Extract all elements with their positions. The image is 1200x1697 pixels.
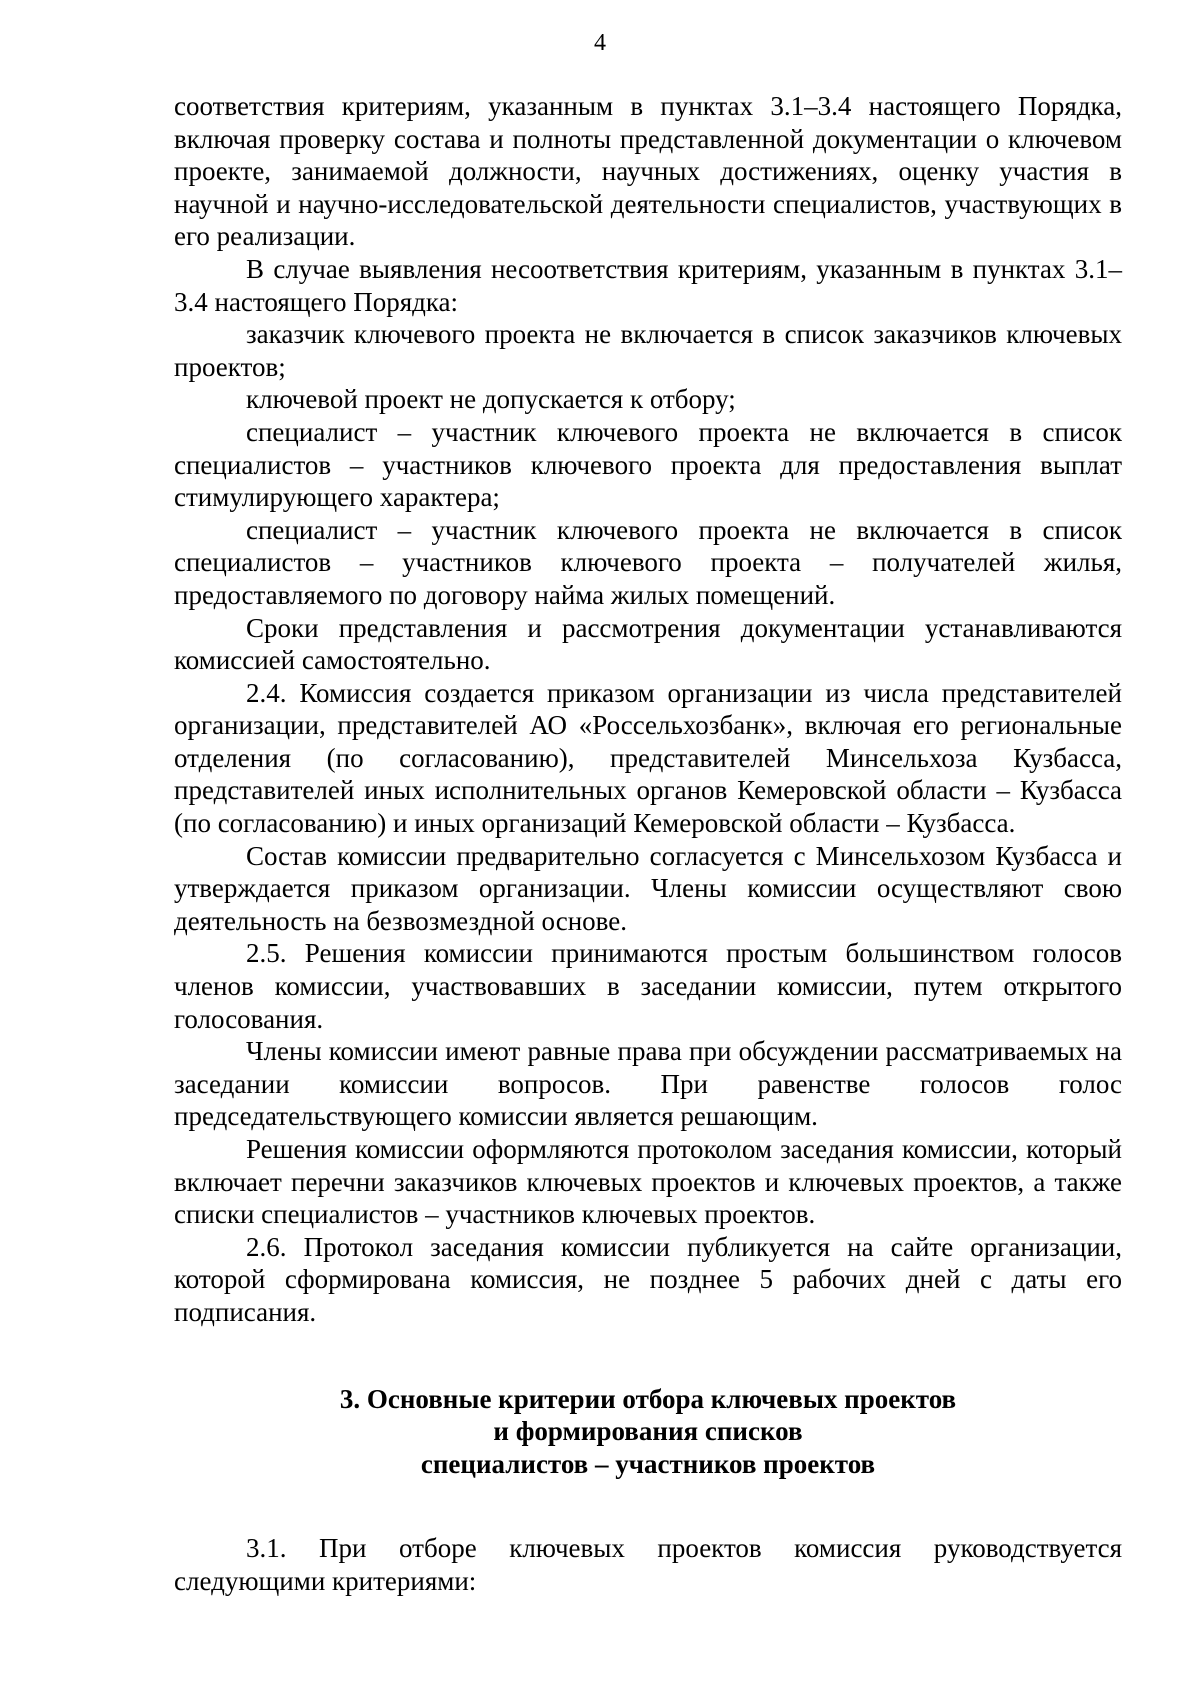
heading-line: специалистов – участников проектов bbox=[420, 1448, 876, 1479]
paragraph: Члены комиссии имеют равные права при обсуждении рассматриваемых на заседании комиссии вопросов. При равенстве голосов голос председательствующего комиссии является решающим. bbox=[174, 1036, 1122, 1132]
paragraph-3-1: 3.1. При отборе ключевых проектов комиссия руководствуется следующими критериями: bbox=[174, 1533, 1122, 1596]
paragraph: специалист – участник ключевого проекта не включается в список специалистов – участников ключевого проекта для предоставления выплат стимулирующего характера; bbox=[174, 416, 1122, 513]
heading-line: и формирования списков bbox=[493, 1416, 803, 1447]
paragraph: Решения комиссии оформляются протоколом заседания комиссии, который включает перечни заказчиков ключевых проектов и ключевых проектов, а также списки специалистов – участников ключевых проектов. bbox=[174, 1134, 1122, 1230]
paragraph: специалист – участник ключевого проекта не включается в список специалистов – участников ключевого проекта – получателей жилья, предоставляемого по договору найма жилых помещений. bbox=[174, 514, 1122, 610]
paragraph: соответствия критериям, указанным в пунктах 3.1–3.4 настоящего Порядка, включая проверку состава и полноты представленной документации о ключевом проекте, занимаемой должности, научных достижениях, оценку участия в научной и научно-исследовательской деятельности специалистов, участвующих в его реализации. bbox=[174, 91, 1122, 252]
document-body bbox=[174, 90, 1122, 1598]
paragraph: Состав комиссии предварительно согласуется с Минсельхозом Кузбасса и утверждается приказом организации. Члены комиссии осуществляют свою деятельность на безвозмездной основе. bbox=[174, 840, 1122, 936]
paragraph-2-5: 2.5. Решения комиссии принимаются простым большинством голосов членов комиссии, участвовавших в заседании комиссии, путем открытого голосования. bbox=[174, 938, 1122, 1034]
paragraph-2-6: 2.6. Протокол заседания комиссии публикуется на сайте организации, которой сформирована комиссия, не позднее 5 рабочих дней с даты его подписания. bbox=[174, 1231, 1122, 1327]
paragraph-2-4: 2.4. Комиссия создается приказом организации из числа представителей организации, представителей АО «Россельхозбанк», включая его региональные отделения (по согласованию), представителей Минсельхоза Кузбасса, представителей иных исполнительных органов Кемеровской области – Кузбасса (по согласованию) и иных организаций Кемеровской области – Кузбасса. bbox=[174, 677, 1122, 839]
page-number: 4 bbox=[594, 30, 606, 56]
paragraph: заказчик ключевого проекта не включается в список заказчиков ключевых проектов; bbox=[174, 319, 1122, 382]
heading-line: 3. Основные критерии отбора ключевых проектов bbox=[339, 1383, 957, 1414]
paragraph: ключевой проект не допускается к отбору; bbox=[246, 384, 736, 415]
paragraph: Сроки представления и рассмотрения документации устанавливаются комиссией самостоятельно. bbox=[174, 612, 1122, 676]
paragraph: В случае выявления несоответствия критериям, указанным в пунктах 3.1–3.4 настоящего Порядка: bbox=[174, 253, 1122, 317]
section-3-heading bbox=[174, 1383, 1122, 1481]
